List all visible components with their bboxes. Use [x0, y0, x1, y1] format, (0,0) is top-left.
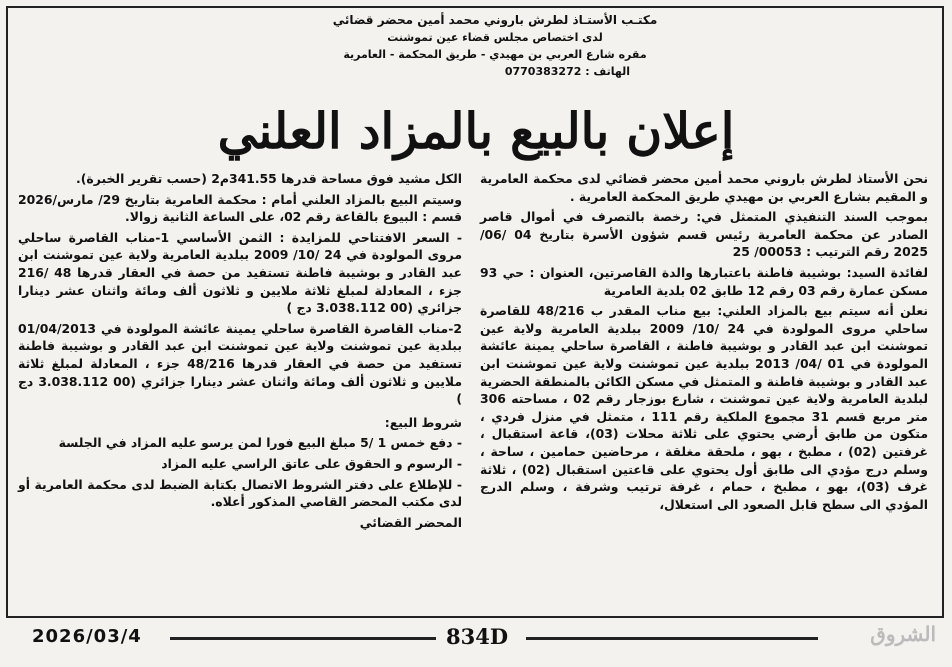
paragraph: بموجب السند التنفيذي المتمثل في: رخصة بالتصرف في أموال قاصر الصادر عن محكمة العامرية رئيس قسم شؤون الأسرة بتاريخ 04 /06/ 2025 رقم الترتيب : 00053/ 25 — [480, 209, 928, 260]
left-column — [18, 170, 462, 534]
office-name: مكتـب الأستـاذ لطرش باروني محمد أمين محضر قضائي — [332, 13, 658, 27]
office-address: مقره شارع العربي بن مهيدي - طريق المحكمة - العامرية — [343, 48, 647, 61]
issue-date: 2026/03/4 — [32, 626, 142, 647]
right-column — [480, 170, 928, 516]
page-footer — [6, 622, 944, 658]
jurisdiction: لدى اختصاص مجلس قضاء عين تموشنت — [387, 31, 603, 44]
phone-label: الهاتف : — [585, 65, 630, 78]
paragraph: لفائدة السيد: بوشيبة فاطنة باعتبارها والدة القاصرتين، العنوان : حي 93 مسكن عمارة رقم 03 رقم 12 طابق 02 بلدية العامرية — [480, 264, 928, 298]
paragraph: 2-مناب القاصرة القاصرة ساحلي يمينة عائشة المولودة في 01/04/2013 ببلدية عين تموشنت ولاية عين تموشنت ابن عبد القادر و بوشيبة فاطنة تستفيد من حصة في العقار قدرها 48/216 جزء ، المعادلة لمبلغ ثلاثة ملايين و ثلاثون ألف ومائة واثنان عشر دينارا جزائري (00 3.038.112 دج ) — [18, 320, 463, 407]
masthead-text: الشروق — [870, 622, 936, 646]
paragraph: نحن الأستاذ لطرش باروني محمد أمين محضر قضائي لدى محكمة العامرية و المقيم بشارع العربي بن مهيدي طريق المحكمة العامرية . — [480, 171, 928, 204]
phone-line — [300, 63, 690, 80]
divider — [526, 637, 818, 640]
conditions-heading: شروط البيع: — [384, 414, 462, 430]
phone-number: 0770383272 — [504, 65, 582, 78]
condition-item: - دفع خمس 1 /5 مبلغ البيع فورا لمن يرسو عليه المزاد في الجلسة — [58, 435, 462, 451]
notice-title: إعلان بالبيع بالمزاد العلني — [217, 102, 735, 160]
paragraph: نعلن أنه سيتم بيع بالمزاد العلني: بيع مناب المقدر ب 48/216 للقاصرة ساحلي مروى المولودة في 24 /10/ 2009 ببلدية العامرية ولاية عين تموشنت ابن عبد القادر و بوشيبة فاطنة ، القاصرة ساحلي يمينة عائشة المولودة في 01 /04/ 2013 ببلدية عين تموشنت ولاية عين تموشنت ابن عبد القادر و بوشيبة فاطنة و المتمثل في مسكن الكائن بالمنطقة الحضرية لبلدية العامرية ولاية عين تموشنت ، شارع بوزجار رقم 02 ، مساحته 306 متر مربع قسم 31 مجموع الملكية رقم 111 ، متمثل في منزل فردي ، متكون من طابق أرضي يحتوي على ثلاثة محلات (03)، قاعة استقبال ، غرفتين (02) ، مطبخ ، بهو ، ملحقة مغلقة ، مرحاضين حمامين ، ساحة ، وسلم درج مؤدي الى طابق أول يحتوي على قاعتين استقبال (02) ، ثلاثة غرف (03)، بهو ، مطبخ ، حمام ، غرفة ترتيب وشرفة ، وسلم الدرج المؤدي الى سطح قابل الصعود الى استعلال، — [480, 303, 928, 512]
divider — [170, 637, 436, 640]
masthead-logo — [826, 618, 936, 654]
notice-number: 834D — [446, 624, 509, 649]
condition-item: - للإطلاع على دفتر الشروط الاتصال بكتابة الضبط لدى محكمة العامرية أو لدى مكتب المحضر القاصي المذكور أعلاه. — [18, 476, 462, 510]
paragraph: - السعر الافتتاحي للمزايدة : الثمن الأساسي 1-مناب القاصرة ساحلي مروى المولودة في 24 /10/ 2009 ببلدية العامرية ولاية عين تموشنت ابن عبد القادر و بوشيبة فاطنة تستفيد من حصة في العقار قدرها 48 /216 جزء ، المعادلة لمبلغ ثلاثة ملايين و ثلاثون ألف ومائة واثنان عشر دينارا جزائري (00 3.038.112 دج ) — [18, 229, 463, 316]
paragraph: وسيتم البيع بالمزاد العلني أمام : محكمة العامرية بتاريخ 29/ مارس/2026 قسم : البيوع بالقاعة رقم 02، على الساعة الثانية زوالا. — [18, 191, 462, 225]
condition-item: - الرسوم و الحقوق على عاتق الراسي عليه المزاد — [161, 455, 462, 471]
signature: المحضر القضائي — [359, 514, 462, 530]
notice-header — [300, 12, 690, 80]
paragraph: الكل مشيد فوق مساحة قدرها 341.55م2 (حسب تقرير الخبرة). — [76, 171, 462, 186]
